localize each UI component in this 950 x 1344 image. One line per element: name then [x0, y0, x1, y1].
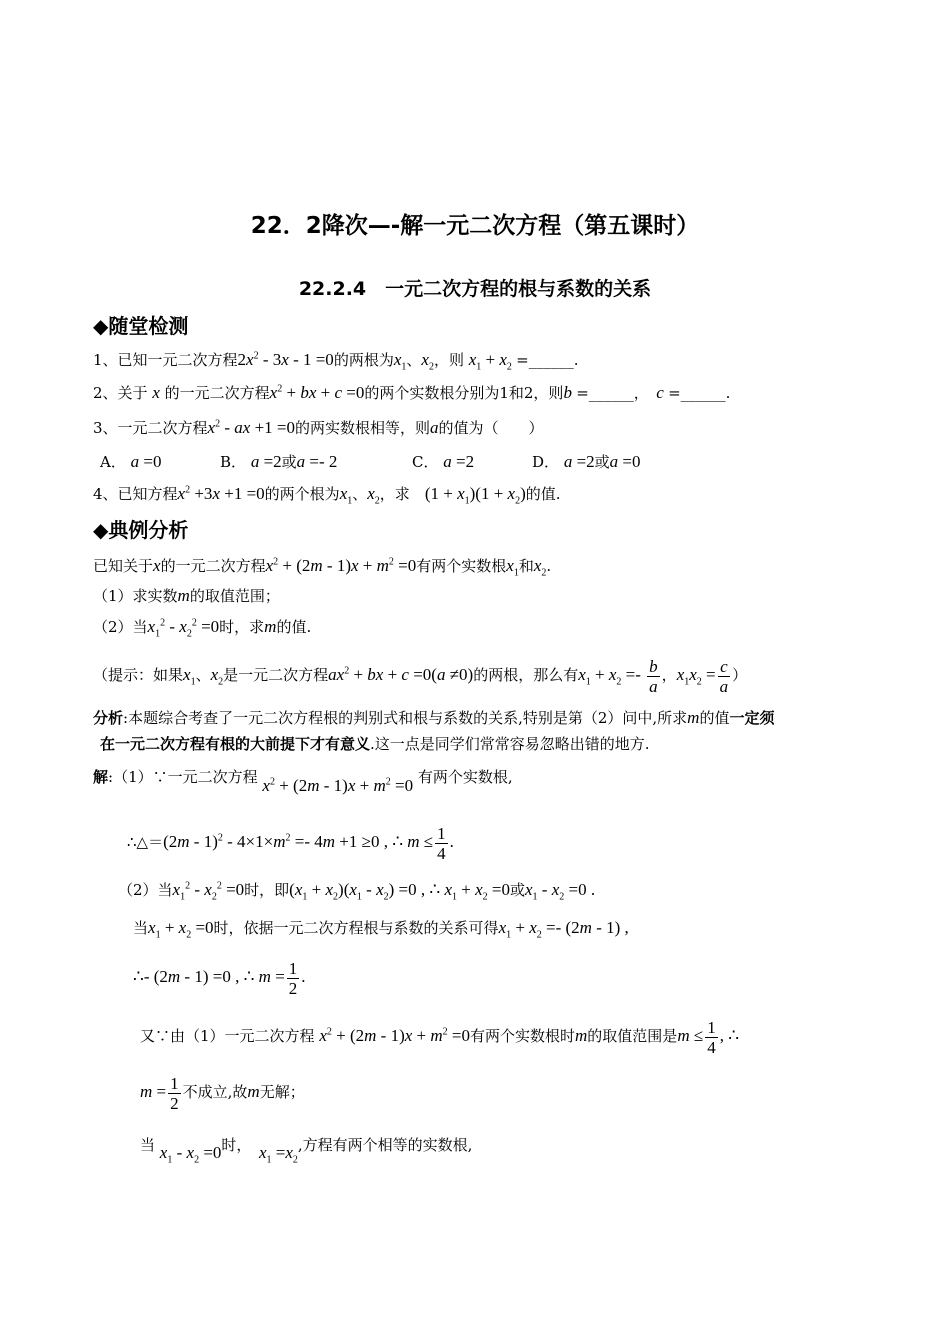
page-title: 22．2降次—-解一元二次方程（第五课时）	[250, 213, 700, 239]
solution-line-1: 解:（1）∵一元二次方程 $x^2 + (2m - 1)x + m^2 =0$ 有两个实数根,	[93, 768, 513, 795]
solution-case-1-result: ∴- (2m - 1) =0 , ∴ m = $\frac{1}{2}$ .	[133, 958, 306, 998]
solution-case-1: 当$x_1 + x_2 =0$时，依据一元二次方程根与系数的关系可得$x_1 + x_2 =- (2m - 1)$ ,	[133, 918, 629, 941]
analysis-line-2: 在一元二次方程有根的大前提下才有意义.这一点是同学们常常容易忽略出错的地方.	[100, 735, 650, 753]
question-3-option-b: B． a =2或a =- 2	[220, 452, 338, 471]
example-intro: 已知关于x的一元二次方程$x^2 + (2m - 1)x + m^2 =0$有两个实数根$x_1$和$x_2$.	[93, 556, 552, 579]
solution-case-2: 当 $x_1 - x_2 =0$时， $x_1 =x_2$,方程有两个相等的实数根,	[140, 1136, 473, 1166]
question-3-option-d: D． a =2或a =0	[532, 452, 641, 471]
solution-check: 又∵由（1）一元二次方程 $x^2 + (2m - 1)x + m^2 =0$有两个实数根时m的取值范围是m ≤ $\frac{1}{4}$ , ∴	[140, 1017, 740, 1057]
question-3: 3、一元二次方程$x^2$ - ax +1 =0的两实数根相等，则a的值为（ ）	[93, 418, 544, 437]
solution-check-conclusion: m = $\frac{1}{2}$ 不成立,故m无解；	[140, 1073, 305, 1113]
section-heading-practice: ◆随堂检测	[93, 314, 189, 338]
example-hint: （提示：如果$x_1$、$x_2$是一元二次方程$ax^2$ + bx + c =0(a ≠0)的两根，那么有$x_1 + x_2$ =- $\frac{b}{a}$ ，$x_1x_2$ = $\frac{c}{a}$ ）	[93, 656, 748, 696]
question-2: 2、关于 x 的一元二次方程$x^2$ + bx + c =0的两个实数根分别为1和2，则b =______， c =______.	[93, 383, 731, 402]
page-subtitle: 22.2.4 一元二次方程的根与系数的关系	[298, 278, 652, 300]
solution-part-2: （2）当$x_1^2 - x_2^2 =0$时，即$(x_1 + x_2)(x_1 - x_2) =0$ , ∴ $x_1 + x_2 =0$或$x_1 - x_2 =0$ .	[118, 880, 596, 903]
question-4: 4、已知方程$x^2 +3x +1 =0$的两个根为$x_1$、$x_2$，求 $(1 + x_1)(1 + x_2)$的值.	[93, 484, 561, 507]
example-part-1: （1）求实数m的取值范围；	[93, 586, 280, 605]
solution-discriminant: ∴△＝(2m - $1)^2 - 4\times 1\times m^2 =- 4m +1 \ge 0$ , ∴ m ≤ $\frac{1}{4}$ .	[127, 823, 454, 863]
question-3-option-a: A． a =0	[100, 452, 162, 471]
section-heading-example: ◆典例分析	[93, 518, 189, 542]
question-3-option-c: C． a =2	[412, 452, 475, 471]
analysis-line-1: 分析:本题综合考查了一元二次方程根的判别式和根与系数的关系,特别是第（2）问中,所求m的值一定须	[93, 708, 775, 727]
question-1: 1、已知一元二次方程$2x^2 - 3x - 1 =0$的两根为$x_1$、$x_2$，则 $x_1 + x_2$ =______.	[93, 350, 579, 373]
example-part-2: （2）当$x_1^2 - x_2^2 =0$时，求m的值.	[93, 617, 312, 640]
